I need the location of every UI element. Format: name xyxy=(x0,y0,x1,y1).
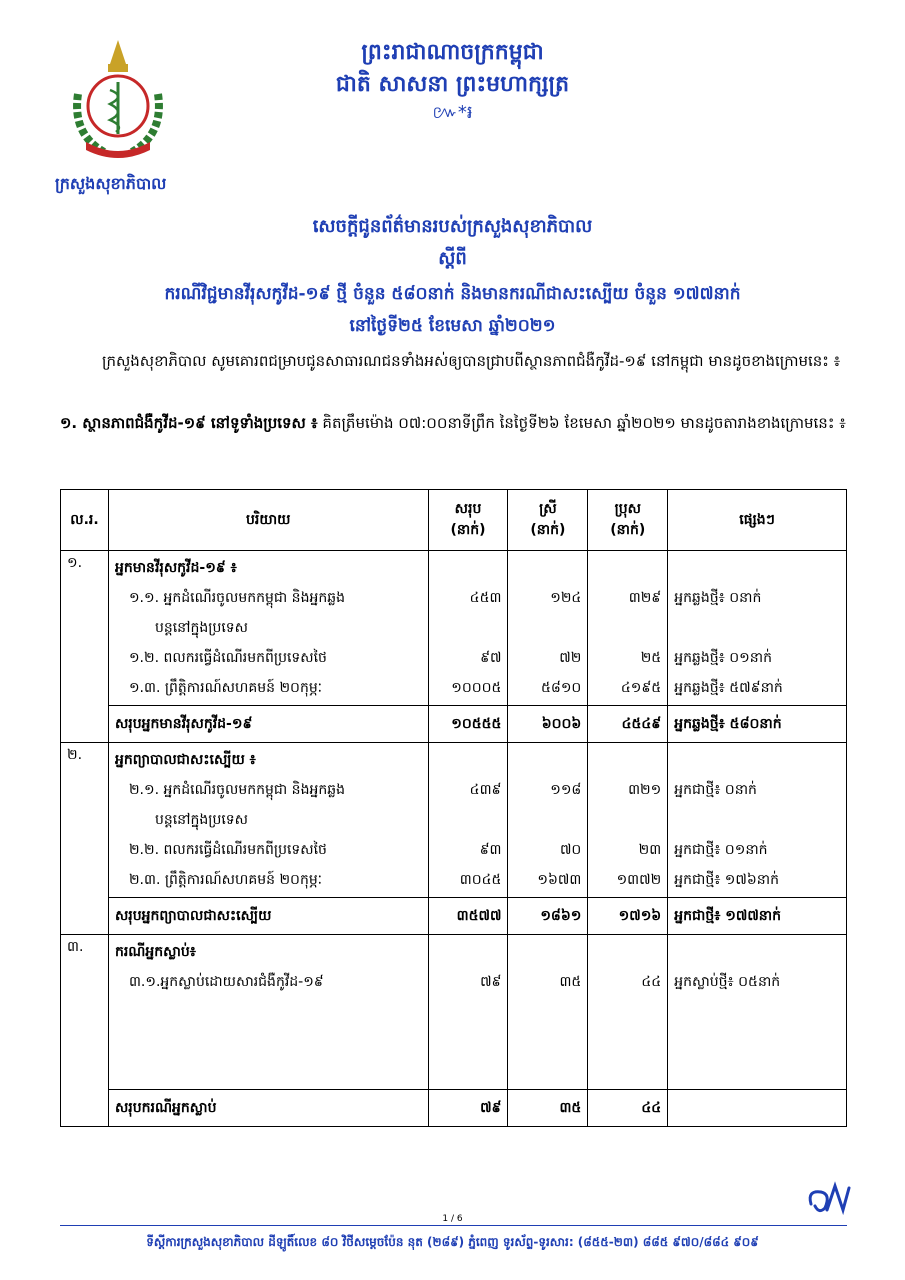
announcement-title: សេចក្តីជូនព័ត៌មានរបស់ក្រសួងសុខាភិបាល xyxy=(312,216,593,237)
table-header-row xyxy=(61,490,847,551)
row-description: ១.១. អ្នកដំណើរចូលមកកម្ពុជា និងអ្នកឆ្លង xyxy=(128,590,345,606)
section-cell xyxy=(108,551,428,706)
section-2-sum-row xyxy=(61,898,847,935)
statistics-table xyxy=(60,489,847,1127)
cell-other: អ្នកឆ្លងថ្មី៖ ០នាក់ xyxy=(674,590,762,606)
row-description: ៣.១.អ្នកស្លាប់ដោយសារជំងឺកូវីដ-១៩ xyxy=(128,974,324,990)
announcement-subject: ករណីវិជ្ជមានវីរុសកូវីដ-១៩ ថ្មី ចំនួន ៥៨០នាក់ និងមានករណីជាសះស្បើយ ចំនួន ១៧៧នាក់ xyxy=(164,284,741,304)
cell-female: ១២៤ xyxy=(550,590,582,606)
cell-other: អ្នកឆ្លងថ្មី៖ ៥៧៩នាក់ xyxy=(674,680,783,696)
sum-other xyxy=(668,1090,847,1127)
sum-female: ៣៥ xyxy=(508,1090,588,1127)
section-1-label: ១. ស្ថានភាពជំងឺកូវីដ-១៩ នៅទូទាំងប្រទេស ៖ xyxy=(60,414,318,432)
cell-male: ២៥ xyxy=(640,650,662,666)
row-description: ១.៣. ព្រឹត្តិការណ៍សហគមន៍ ២០កុម្ភៈ xyxy=(128,680,322,696)
cell-female: ១១៨ xyxy=(550,782,582,798)
sum-label: សរុបអ្នកព្យាបាលជាសះស្បើយ xyxy=(108,898,428,935)
ministry-name: ក្រសួងសុខាភិបាល xyxy=(55,174,167,193)
section-1-row xyxy=(61,551,847,706)
cell-total: ១០០០៥ xyxy=(451,680,502,696)
row-description: ១.២. ពលករធ្វើដំណើរមកពីប្រទេសថៃ xyxy=(128,650,327,666)
cell-male: ៣២៩ xyxy=(628,590,662,606)
cell-other: អ្នកស្លាប់ថ្មី៖ ០៥នាក់ xyxy=(674,974,781,990)
sum-other: អ្នកឆ្លងថ្មី៖ ៥៨០នាក់ xyxy=(668,706,847,743)
cell-total: ៧៩ xyxy=(480,974,502,990)
section-heading: អ្នកព្យាបាលជាសះស្បើយ ៖ xyxy=(114,752,256,768)
header-no: ល.រ. xyxy=(61,490,109,551)
cell-male: ១៣៧២ xyxy=(616,872,662,888)
national-motto: ជាតិ សាសនា ព្រះមហាក្សត្រ xyxy=(335,72,570,97)
cell-other: អ្នកជាថ្មី៖ ០១នាក់ xyxy=(674,842,768,858)
section-heading: អ្នកមានវីរុសកូវីដ-១៩ ៖ xyxy=(114,560,237,576)
section-2-row xyxy=(61,743,847,898)
cell-male: ៤១៩៥ xyxy=(620,680,662,696)
row-description-cont: បន្តនៅក្នុងប្រទេស xyxy=(154,620,248,636)
section-cell xyxy=(108,935,428,1090)
cell-total: ៤៥៣ xyxy=(469,590,502,606)
header-total: សរុប (នាក់) xyxy=(428,490,508,551)
section-3-row xyxy=(61,935,847,1090)
cell-other: អ្នកជាថ្មី៖ ១៧៦នាក់ xyxy=(674,872,780,888)
cell-female: ៧២ xyxy=(559,650,582,666)
cell-total: ៣០៤៥ xyxy=(459,872,502,888)
section-number: ១. xyxy=(61,551,109,706)
sum-other: អ្នកជាថ្មី៖ ១៧៧នាក់ xyxy=(668,898,847,935)
cell-total: ៤៣៩ xyxy=(469,782,502,798)
header-male: ប្រុស (នាក់) xyxy=(588,490,668,551)
cell-female: ៣៥ xyxy=(559,974,582,990)
cell-total: ៩៧ xyxy=(480,650,502,666)
sum-male: ៤៥៤៩ xyxy=(588,706,668,743)
section-1-paragraph xyxy=(60,408,850,438)
header-female: ស្រី (នាក់) xyxy=(508,490,588,551)
sum-total: ៧៩ xyxy=(428,1090,508,1127)
row-description: ២.១. អ្នកដំណើរចូលមកកម្ពុជា និងអ្នកឆ្លង xyxy=(128,782,345,798)
cell-female: ៧០ xyxy=(559,842,582,858)
cell-female: ១៦៧៣ xyxy=(537,872,582,888)
section-1-sum-row xyxy=(61,706,847,743)
page-number: 1 / 6 xyxy=(442,1214,463,1224)
cell-other: អ្នកឆ្លងថ្មី៖ ០១នាក់ xyxy=(674,650,772,666)
section-number: ៣. xyxy=(61,935,109,1090)
sum-label: សរុបអ្នកមានវីរុសកូវីដ-១៩ xyxy=(108,706,428,743)
cell-male: ៤៤ xyxy=(641,974,662,990)
sum-female: ៦០០៦ xyxy=(508,706,588,743)
footer-divider xyxy=(60,1225,847,1226)
sum-total: ១០៥៥៥ xyxy=(428,706,508,743)
announcement-date: នៅថ្ងៃទី២៥ ខែមេសា ឆ្នាំ២០២១ xyxy=(349,316,556,336)
section-cell xyxy=(108,743,428,898)
footer-address: ទីស្តីការក្រសួងសុខាភិបាល ដីឡូតិ៍លេខ ៨០ វិថីសម្តេចប៉ែន នុត (២៨៩) ភ្នំពេញ ទូរស័ព្ទ-ទូរសារ: (៨៥៥-២៣) ៨៨៥ ៩៧០/៨៨៤ ៩០៩ xyxy=(146,1235,759,1249)
sum-female: ១៨៦១ xyxy=(508,898,588,935)
announcement-subject-label: ស្តីពី xyxy=(438,248,467,269)
cell-female: ៥៨១០ xyxy=(541,680,582,696)
cell-total: ៩៣ xyxy=(479,842,502,858)
cell-other: អ្នកជាថ្មី៖ ០នាក់ xyxy=(674,782,757,798)
sum-male: ១៧១៦ xyxy=(588,898,668,935)
ornament: ៚*៛ xyxy=(432,102,473,123)
sum-male: ៤៤ xyxy=(588,1090,668,1127)
section-1-text: គិតត្រឹមម៉ោង ០៧:០០នាទីព្រឹក នៃថ្ងៃទី២៦ ខែមេសា ឆ្នាំ២០២១ មានដូចតារាងខាងក្រោមនេះ ៖ xyxy=(317,414,846,432)
row-description: ២.២. ពលករធ្វើដំណើរមកពីប្រទេសថៃ xyxy=(128,842,327,858)
row-description: ២.៣. ព្រឹត្តិការណ៍សហគមន៍ ២០កុម្ភៈ xyxy=(128,872,322,888)
section-3-sum-row xyxy=(61,1090,847,1127)
kingdom-title: ព្រះរាជាណាចក្រកម្ពុជា xyxy=(361,40,544,65)
header-other: ផ្សេងៗ xyxy=(668,490,847,551)
row-description-cont: បន្តនៅក្នុងប្រទេស xyxy=(154,812,248,828)
header-description: បរិយាយ xyxy=(108,490,428,551)
sum-label: សរុបករណីអ្នកស្លាប់ xyxy=(108,1090,428,1127)
section-number: ២. xyxy=(61,743,109,898)
sum-total: ៣៥៧៧ xyxy=(428,898,508,935)
cell-male: ៣២១ xyxy=(628,782,662,798)
cell-male: ២៣ xyxy=(638,842,662,858)
intro-paragraph: ក្រសួងសុខាភិបាល សូមគោរពជម្រាបជូនសាធារណជនទាំងអស់ឲ្យបានជ្រាបពីស្ថានភាពជំងឺកូវីដ-១៩ នៅកម្ពុជា មានដូចខាងក្រោមនេះ ៖ xyxy=(102,352,841,370)
section-heading: ករណីអ្នកស្លាប់៖ xyxy=(114,944,196,960)
